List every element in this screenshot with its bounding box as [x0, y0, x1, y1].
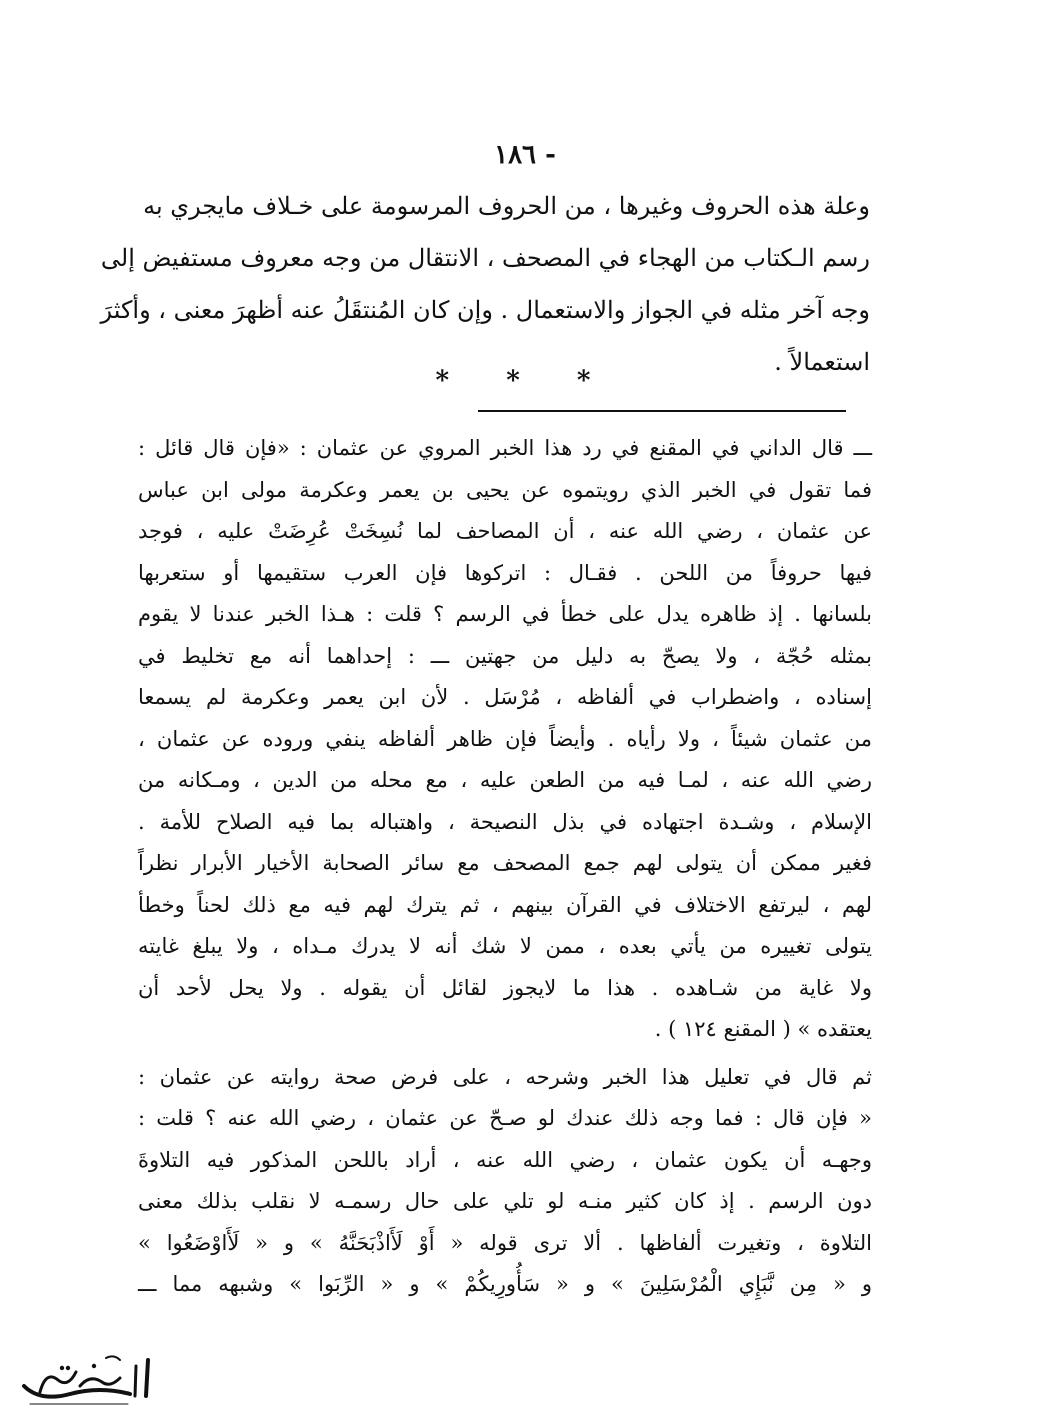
- main-paragraph: [100, 180, 870, 388]
- main-line: وجه آخر مثله في الجواز والاستعمال . وإن كان المُنتقَلُ عنه أظهرَ معنى ، وأكثرَ: [100, 296, 870, 324]
- footnote-divider: [478, 410, 846, 412]
- footnote-line: إسناده ، واضطراب في ألفاظه ، مُرْسَل . لأن ابن يعمر وعكرمة لم يسمعا: [138, 685, 872, 709]
- footnote-line: دون الرسم . إذ كان كثير منـه لو تلي على حال رسمـه لا نقلب بذلك معنى: [138, 1189, 872, 1213]
- footnote: [138, 428, 872, 1306]
- footnote-line: فغير ممكن أن يتولى لهم جمع المصحف مع سائر الصحابة الأخيار الأبرار نظراً: [138, 851, 872, 875]
- footnote-line: لهم ، ليرتفع الاختلاف في القرآن بينهم ، ثم يترك لهم فيه مع ذلك لحناً وخطأ: [138, 892, 872, 917]
- footnote-line: بمثله حُجّة ، ولا يصحّ به دليل من جهتين ـــ : إحداهما أنه مع تخليط في: [138, 643, 872, 668]
- footnote-line: رضي الله عنه ، لمـا فيه من الطعن عليه ، مع محله من الدين ، ومـكانه من: [138, 768, 872, 792]
- main-line: رسم الـكتاب من الهجاء في المصحف ، الانتقال من وجه معروف مستفيض إلى: [100, 244, 870, 272]
- footnote-line: ثم قال في تعليل هذا الخبر وشرحه ، على فرض صحة روايته عن عثمان :: [138, 1064, 872, 1089]
- main-line: استعمالاً .: [774, 348, 870, 376]
- footnote-line: التلاوة ، وتغيرت ألفاظها . ألا ترى قوله « أَوْ لَأَاذْبَحَنَّهُ » و « لَأَاوْضَعُوا »: [138, 1230, 872, 1255]
- main-line: وعلة هذه الحروف وغيرها ، من الحروف المرسومة على خـلاف مايجري به: [143, 192, 870, 220]
- footnote-line: ولا غاية من شـاهده . هذا ما لايجوز لقائل أن يقوله . ولا يحل لأحد أن: [138, 975, 872, 1000]
- footnote-line: من عثمان شيئاً ، ولا رأياه . وأيضاً فإن ظاهر ألفاظه ينفي وروده عن عثمان ،: [138, 726, 872, 751]
- footnote-line: الإسلام ، وشـدة اجتهاده في بذل النصيحة ، واهتباله بما فيه الصلاح للأمة .: [138, 809, 872, 834]
- section-separator: * * *: [435, 366, 615, 396]
- footnote-line: و « مِن نَّبَإِي الْمُرْسَلِينَ » و « سَأُورِيكُمْ » و « الرِّبَوا » وشبهه مما ـــ: [138, 1272, 872, 1296]
- footnote-line: عن عثمان ، رضي الله عنه ، أن المصاحف لما نُسِخَتْ عُرِضَتْ عليه ، فوجد: [138, 519, 872, 543]
- footnote-line: وجهـه أن يكون عثمان ، رضي الله عنه ، أراد باللحن المذكور فيه التلاوةَ: [138, 1147, 872, 1172]
- footnote-line: يعتقده » ( المقنع ١٢٤ ) .: [654, 1017, 872, 1041]
- footnote-line: بلسانها . إذ ظاهره يدل على خطأ في الرسم ؟ قلت : هـذا الخبر عندنا لا يقوم: [138, 602, 872, 626]
- footnote-line: « فإن قال : فما وجه ذلك عندك لو صـحّ عن عثمان ، رضي الله عنه ؟ قلت :: [138, 1106, 872, 1130]
- footnote-line: يتولى تغييره من يأتي بعده ، ممن لا شك أنه لا يدرك مـداه ، ولا يبلغ غايته: [138, 934, 872, 958]
- calligraphy-logo-icon: [10, 1352, 160, 1410]
- footnote-line: ـــ قال الداني في المقنع في رد هذا الخبر المروي عن عثمان : «فإن قال قائل :: [138, 436, 872, 460]
- footnote-line: فيها حروفاً من اللحن . فقـال : اتركوها فإن العرب ستقيمها أو ستعربها: [138, 560, 872, 585]
- footnote-line: فما تقول في الخبر الذي رويتموه عن يحيى بن يعمر وعكرمة مولى ابن عباس: [138, 477, 872, 502]
- page-number: - ١٨٦: [494, 140, 556, 170]
